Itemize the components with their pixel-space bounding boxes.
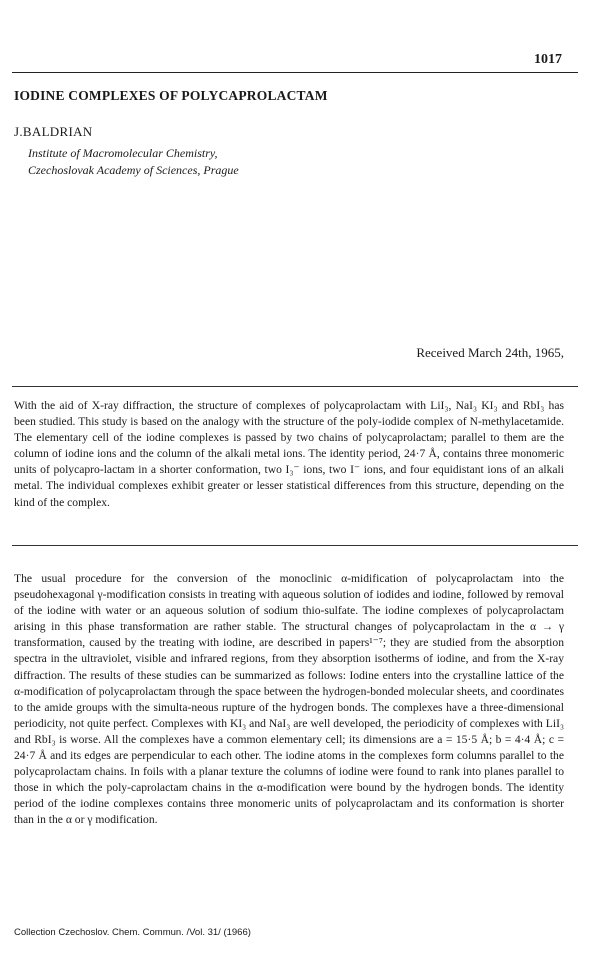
- header-rule: [12, 72, 578, 73]
- abstract: With the aid of X-ray diffraction, the structure of complexes of polycaprolactam with LiI₃, NaI₃ KI₃ and RbI₃ has been studied. This study is based on the analogy with the structure of the poly-iodide complex of N-methylacetamide. The elementary cell of the iodine complexes is passed by two chains of polycaprolactam; parallel to them are the column of iodine ions and the column of the alkali metal ions. The identity period, 24·7 Å, contains three monomeric units of polycapro-lactam in a shorter conformation, two I₃⁻ ions, two I⁻ ions, and four equidistant ions of an alkali metal. The individual complexes exhibit greater or lesser statistical differences from this structure, depending on the kind of the complex.: [14, 399, 564, 509]
- abstract-top-rule: [12, 386, 578, 387]
- affiliation-line-1: Institute of Macromolecular Chemistry,: [28, 146, 218, 160]
- body-paragraph: The usual procedure for the conversion of the monoclinic α-midification of polycaprolactam into the pseudohexagonal γ-modification consists in treating with aqueous solution of iodides and iodine, followed by removal of the iodine with water or an aqueous solution of sodium thio-sulfate. The iodine complexes of polycaprolactam arising in this phase transformation are rather stable. The structural changes of polycaprolactam in the α → γ transformation, caused by the treating with iodine, are described in papers¹⁻⁷; they are studied from the absorption spectra in the ultraviolet, visible and infrared regions, from they absorption isotherms of iodine, and from the X-ray diffraction. The results of these studies can be summarized as follows: Iodine enters into the crystalline lattice of the α-modification of polycaprolactam through the space between the hydrogen-bonded molecular sheets, and coordinates to the amide groups with the simulta-neous rupture of the hydrogen bonds. The complexes have a three-dimensional periodicity, not quite perfect. Complexes with KI₃ and NaI₃ are well developed, the periodicity of complexes with LiI₃ and RbI₃ is worse. All the complexes have a common elementary cell; its dimensions are a = 15·5 Å; b = 4·4 Å; c = 24·7 Å and its edges are perpendicular to each other. The iodine atoms in the complexes form columns parallel to the polycaprolactam chains. In foils with a planar texture the columns of iodine were found to rank into planes parallel to those in which the poly-caprolactam chains in the α-modification were bound by the hydrogen bonds. The identity period of the iodine complexes contains three monomeric units of polycaprolactam and its conformation is shorter than in the α or γ modification.: [14, 572, 564, 827]
- received-date: Received March 24th, 1965,: [416, 345, 564, 360]
- article-title: IODINE COMPLEXES OF POLYCAPROLACTAM: [14, 88, 328, 103]
- affiliation-line-2: Czechoslovak Academy of Sciences, Prague: [28, 163, 239, 177]
- abstract-bottom-rule: [12, 545, 578, 546]
- footer-citation: Collection Czechoslov. Chem. Commun. /Vol. 31/ (1966): [14, 927, 251, 938]
- page-number: 1017: [534, 52, 562, 67]
- author-name: J.BALDRIAN: [14, 124, 93, 139]
